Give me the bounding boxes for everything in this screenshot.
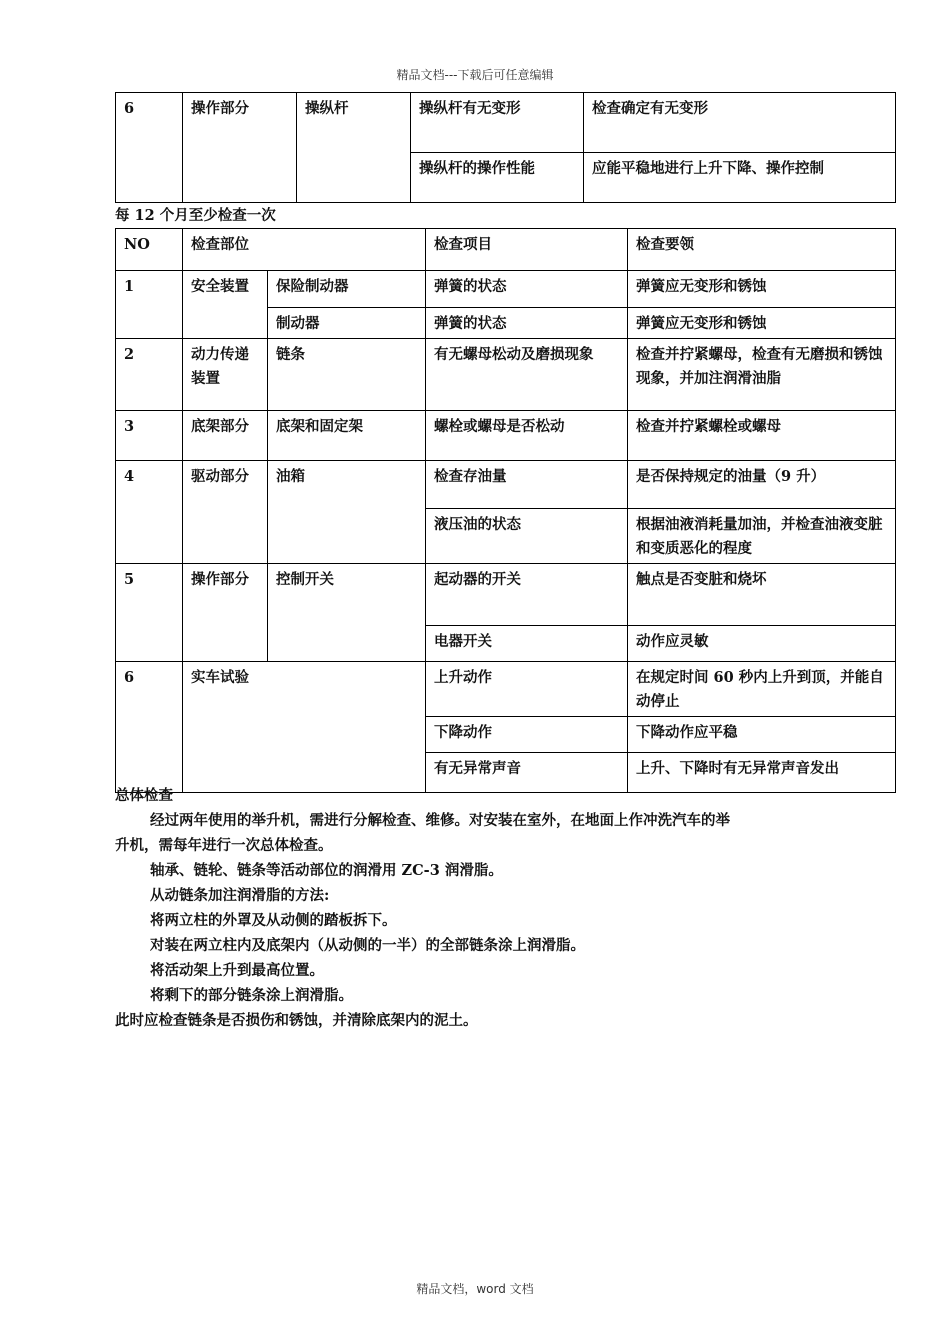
paragraph: 升机，需每年进行一次总体检查。: [115, 837, 333, 854]
row-component: 油箱: [268, 461, 426, 564]
paragraph: 对装在两立柱内及底架内（从动侧的一半）的全部链条涂上润滑脂。: [150, 937, 585, 954]
paragraph: 从动链条加注润滑脂的方法:: [150, 887, 330, 904]
row-part: 驱动部分: [183, 461, 268, 564]
page-footer: 精品文档，word 文档: [416, 1282, 534, 1296]
paragraph: 将剩下的部分链条涂上润滑脂。: [150, 987, 353, 1004]
row-method: 下降动作应平稳: [628, 717, 896, 753]
row-method: 弹簧应无变形和锈蚀: [628, 308, 896, 339]
row-item: 有无异常声音: [426, 753, 628, 793]
row-method: 上升、下降时有无异常声音发出: [628, 753, 896, 793]
row-component: 链条: [268, 339, 426, 411]
row-method: 动作应灵敏: [628, 626, 896, 662]
row-component: 保险制动器: [268, 271, 426, 308]
row-no: 6: [116, 662, 183, 793]
row-method: 弹簧应无变形和锈蚀: [628, 271, 896, 308]
row-item: 下降动作: [426, 717, 628, 753]
paragraph: 经过两年使用的举升机，需进行分解检查、维修。对安装在室外，在地面上作冲洗汽车的举: [150, 812, 730, 829]
row-method: 触点是否变脏和烧坏: [628, 564, 896, 626]
row-part: 实车试验: [183, 662, 426, 793]
row-item: 有无螺母松动及磨损现象: [426, 339, 628, 411]
paragraph: 将两立柱的外罩及从动侧的踏板拆下。: [150, 912, 397, 929]
row-no: 3: [116, 411, 183, 461]
row-component: 操纵杆: [297, 93, 411, 203]
row-part: 操作部分: [183, 93, 297, 203]
row-item: 起动器的开关: [426, 564, 628, 626]
row-part: 操作部分: [183, 564, 268, 662]
row-component: 控制开关: [268, 564, 426, 662]
row-component: 制动器: [268, 308, 426, 339]
paragraph: 将活动架上升到最高位置。: [150, 962, 324, 979]
row-item: 检查存油量: [426, 461, 628, 509]
row-method: 应能平稳地进行上升下降、操作控制: [584, 153, 896, 203]
row-item: 弹簧的状态: [426, 271, 628, 308]
row-no: 5: [116, 564, 183, 662]
row-item: 操纵杆的操作性能: [411, 153, 584, 203]
row-component: 底架和固定架: [268, 411, 426, 461]
row-item: 螺栓或螺母是否松动: [426, 411, 628, 461]
row-item: 弹簧的状态: [426, 308, 628, 339]
header-method: 检查要领: [628, 229, 896, 271]
row-item: 液压油的状态: [426, 509, 628, 564]
annual-inspection-table: [115, 228, 896, 793]
page-header: 精品文档---下载后可任意编辑: [396, 68, 554, 82]
row-no: 1: [116, 271, 183, 339]
row-no: 6: [116, 93, 183, 203]
section-title-overall: 总体检查: [115, 787, 173, 804]
row-method: 根据油液消耗量加油，并检查油液变脏和变质恶化的程度: [628, 509, 896, 564]
row-method: 检查并拧紧螺栓或螺母: [628, 411, 896, 461]
paragraph: 此时应检查链条是否损伤和锈蚀，并清除底架内的泥土。: [115, 1012, 478, 1029]
row-no: 2: [116, 339, 183, 411]
row-item: 电器开关: [426, 626, 628, 662]
section-label-12-months: 每 12 个月至少检查一次: [115, 207, 276, 224]
inspection-table-continued: [115, 92, 896, 203]
row-part: 安全装置: [183, 271, 268, 339]
row-item: 上升动作: [426, 662, 628, 717]
row-part: 底架部分: [183, 411, 268, 461]
paragraph: 轴承、链轮、链条等活动部位的润滑用 ZC-3 润滑脂。: [150, 862, 503, 879]
header-item: 检查项目: [426, 229, 628, 271]
header-part: 检查部位: [183, 229, 426, 271]
header-no: NO: [116, 229, 183, 271]
row-no: 4: [116, 461, 183, 564]
row-method: 在规定时间 60 秒内上升到顶，并能自动停止: [628, 662, 896, 717]
row-method: 是否保持规定的油量（9 升）: [628, 461, 896, 509]
row-method: 检查确定有无变形: [584, 93, 896, 153]
row-part: 动力传递装置: [183, 339, 268, 411]
row-item: 操纵杆有无变形: [411, 93, 584, 153]
row-method: 检查并拧紧螺母，检查有无磨损和锈蚀现象，并加注润滑油脂: [628, 339, 896, 411]
